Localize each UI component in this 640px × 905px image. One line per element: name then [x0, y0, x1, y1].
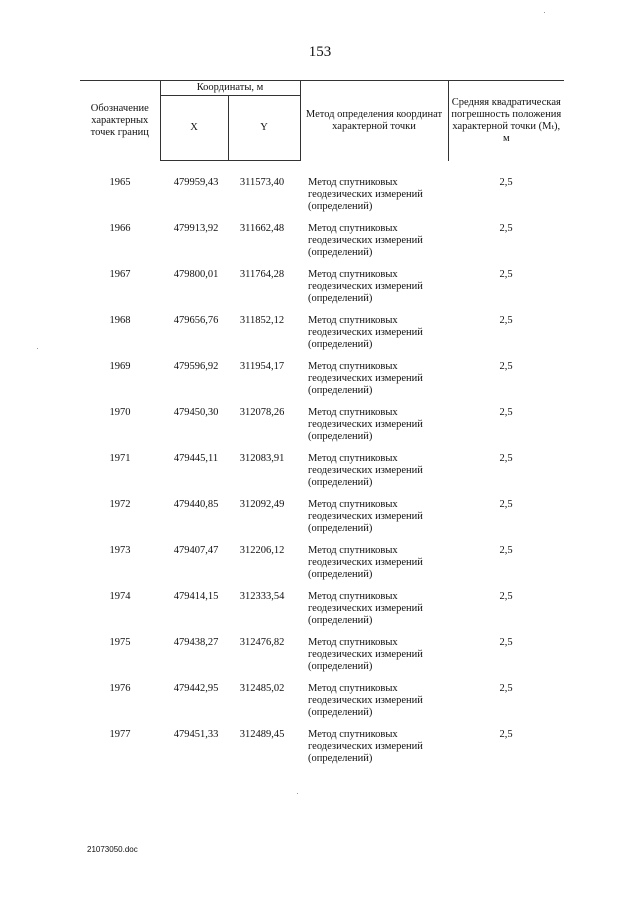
table-row — [80, 683, 564, 729]
footer-filename: 21073050.doc — [87, 845, 138, 854]
coordinate-x-cell: 479445,11 — [173, 453, 219, 464]
point-id-cell: 1967 — [109, 269, 131, 280]
coordinate-y-cell: 312476,82 — [239, 637, 285, 648]
table-row — [80, 545, 564, 591]
coordinate-y-cell: 312092,49 — [239, 499, 285, 510]
method-cell: Метод спутниковых геодезических измерений (определений) — [308, 223, 423, 258]
method-cell: Метод спутниковых геодезических измерений (определений) — [308, 591, 423, 626]
point-id-cell: 1973 — [109, 545, 131, 556]
coordinate-x-cell: 479596,92 — [173, 361, 219, 372]
coordinate-y-cell: 312485,02 — [239, 683, 285, 694]
table-row — [80, 315, 564, 361]
error-cell: 2,5 — [499, 269, 513, 280]
coordinate-x-cell: 479442,95 — [173, 683, 219, 694]
coordinate-y-cell: 312078,26 — [239, 407, 285, 418]
coordinate-y-cell: 311662,48 — [239, 223, 285, 234]
table-row — [80, 453, 564, 499]
error-cell: 2,5 — [499, 683, 513, 694]
coordinates-table — [80, 80, 564, 775]
method-cell: Метод спутниковых геодезических измерений (определений) — [308, 407, 423, 442]
error-cell: 2,5 — [499, 545, 513, 556]
method-cell: Метод спутниковых геодезических измерений (определений) — [308, 269, 423, 304]
coordinate-y-cell: 311764,28 — [239, 269, 285, 280]
point-id-cell: 1976 — [109, 683, 131, 694]
error-cell: 2,5 — [499, 223, 513, 234]
coordinate-y-cell: 311852,12 — [239, 315, 285, 326]
point-id-cell: 1966 — [109, 223, 131, 234]
header-method: Метод определения координат характерной точки — [300, 81, 448, 161]
table-header — [80, 81, 564, 161]
error-cell: 2,5 — [499, 729, 513, 740]
point-id-cell: 1972 — [109, 499, 131, 510]
table-row — [80, 499, 564, 545]
coordinate-x-cell: 479913,92 — [173, 223, 219, 234]
header-point: Обозначение характерных точек границ — [80, 81, 160, 161]
coordinate-x-cell: 479959,43 — [173, 177, 219, 188]
point-id-cell: 1974 — [109, 591, 131, 602]
coordinate-x-cell: 479800,01 — [173, 269, 219, 280]
coordinate-y-cell: 312489,45 — [239, 729, 285, 740]
error-cell: 2,5 — [499, 315, 513, 326]
page-number: 153 — [308, 44, 332, 60]
table-row — [80, 223, 564, 269]
table-row — [80, 161, 564, 224]
table-row — [80, 269, 564, 315]
method-cell: Метод спутниковых геодезических измерений (определений) — [308, 315, 423, 350]
coordinate-x-cell: 479656,76 — [173, 315, 219, 326]
scan-speck — [297, 793, 298, 794]
coordinate-y-cell: 311573,40 — [239, 177, 285, 188]
coordinate-x-cell: 479407,47 — [173, 545, 219, 556]
point-id-cell: 1968 — [109, 315, 131, 326]
table-row — [80, 637, 564, 683]
method-cell: Метод спутниковых геодезических измерений (определений) — [308, 361, 423, 396]
method-cell: Метод спутниковых геодезических измерений (определений) — [308, 729, 423, 764]
point-id-cell: 1970 — [109, 407, 131, 418]
method-cell: Метод спутниковых геодезических измерений (определений) — [308, 637, 423, 672]
error-cell: 2,5 — [499, 176, 513, 188]
header-error: Средняя квадратическая погрешность положения характерной точки (Mₜ), м — [448, 81, 564, 161]
coordinate-x-cell: 479440,85 — [173, 499, 219, 510]
point-id-cell: 1977 — [109, 729, 131, 740]
coordinate-y-cell: 312083,91 — [239, 453, 285, 464]
method-cell: Метод спутниковых геодезических измерений (определений) — [308, 545, 423, 580]
header-x: X — [160, 96, 228, 161]
error-cell: 2,5 — [499, 591, 513, 602]
coordinate-y-cell: 311954,17 — [239, 361, 285, 372]
coordinate-y-cell: 312206,12 — [239, 545, 285, 556]
coordinate-x-cell: 479450,30 — [173, 407, 219, 418]
table-row — [80, 407, 564, 453]
point-id-cell: 1971 — [109, 453, 131, 464]
header-y: Y — [228, 96, 300, 161]
table-row — [80, 361, 564, 407]
header-coordinates: Координаты, м — [160, 81, 300, 96]
error-cell: 2,5 — [499, 361, 513, 372]
error-cell: 2,5 — [499, 637, 513, 648]
error-cell: 2,5 — [499, 453, 513, 464]
scan-speck — [544, 12, 545, 13]
coordinate-y-cell: 312333,54 — [239, 591, 285, 602]
method-cell: Метод спутниковых геодезических измерений (определений) — [308, 683, 423, 718]
coordinate-x-cell: 479414,15 — [173, 591, 219, 602]
method-cell: Метод спутниковых геодезических измерений (определений) — [308, 453, 423, 488]
scan-speck — [37, 348, 38, 349]
method-cell: Метод спутниковых геодезических измерений (определений) — [308, 176, 423, 212]
point-id-cell: 1975 — [109, 637, 131, 648]
table-row — [80, 729, 564, 775]
error-cell: 2,5 — [499, 499, 513, 510]
coordinate-x-cell: 479438,27 — [173, 637, 219, 648]
coordinate-x-cell: 479451,33 — [173, 729, 219, 740]
table-body — [80, 161, 564, 776]
error-cell: 2,5 — [499, 407, 513, 418]
point-id-cell: 1969 — [109, 361, 131, 372]
method-cell: Метод спутниковых геодезических измерений (определений) — [308, 499, 423, 534]
table-row — [80, 591, 564, 637]
point-id-cell: 1965 — [109, 176, 131, 188]
